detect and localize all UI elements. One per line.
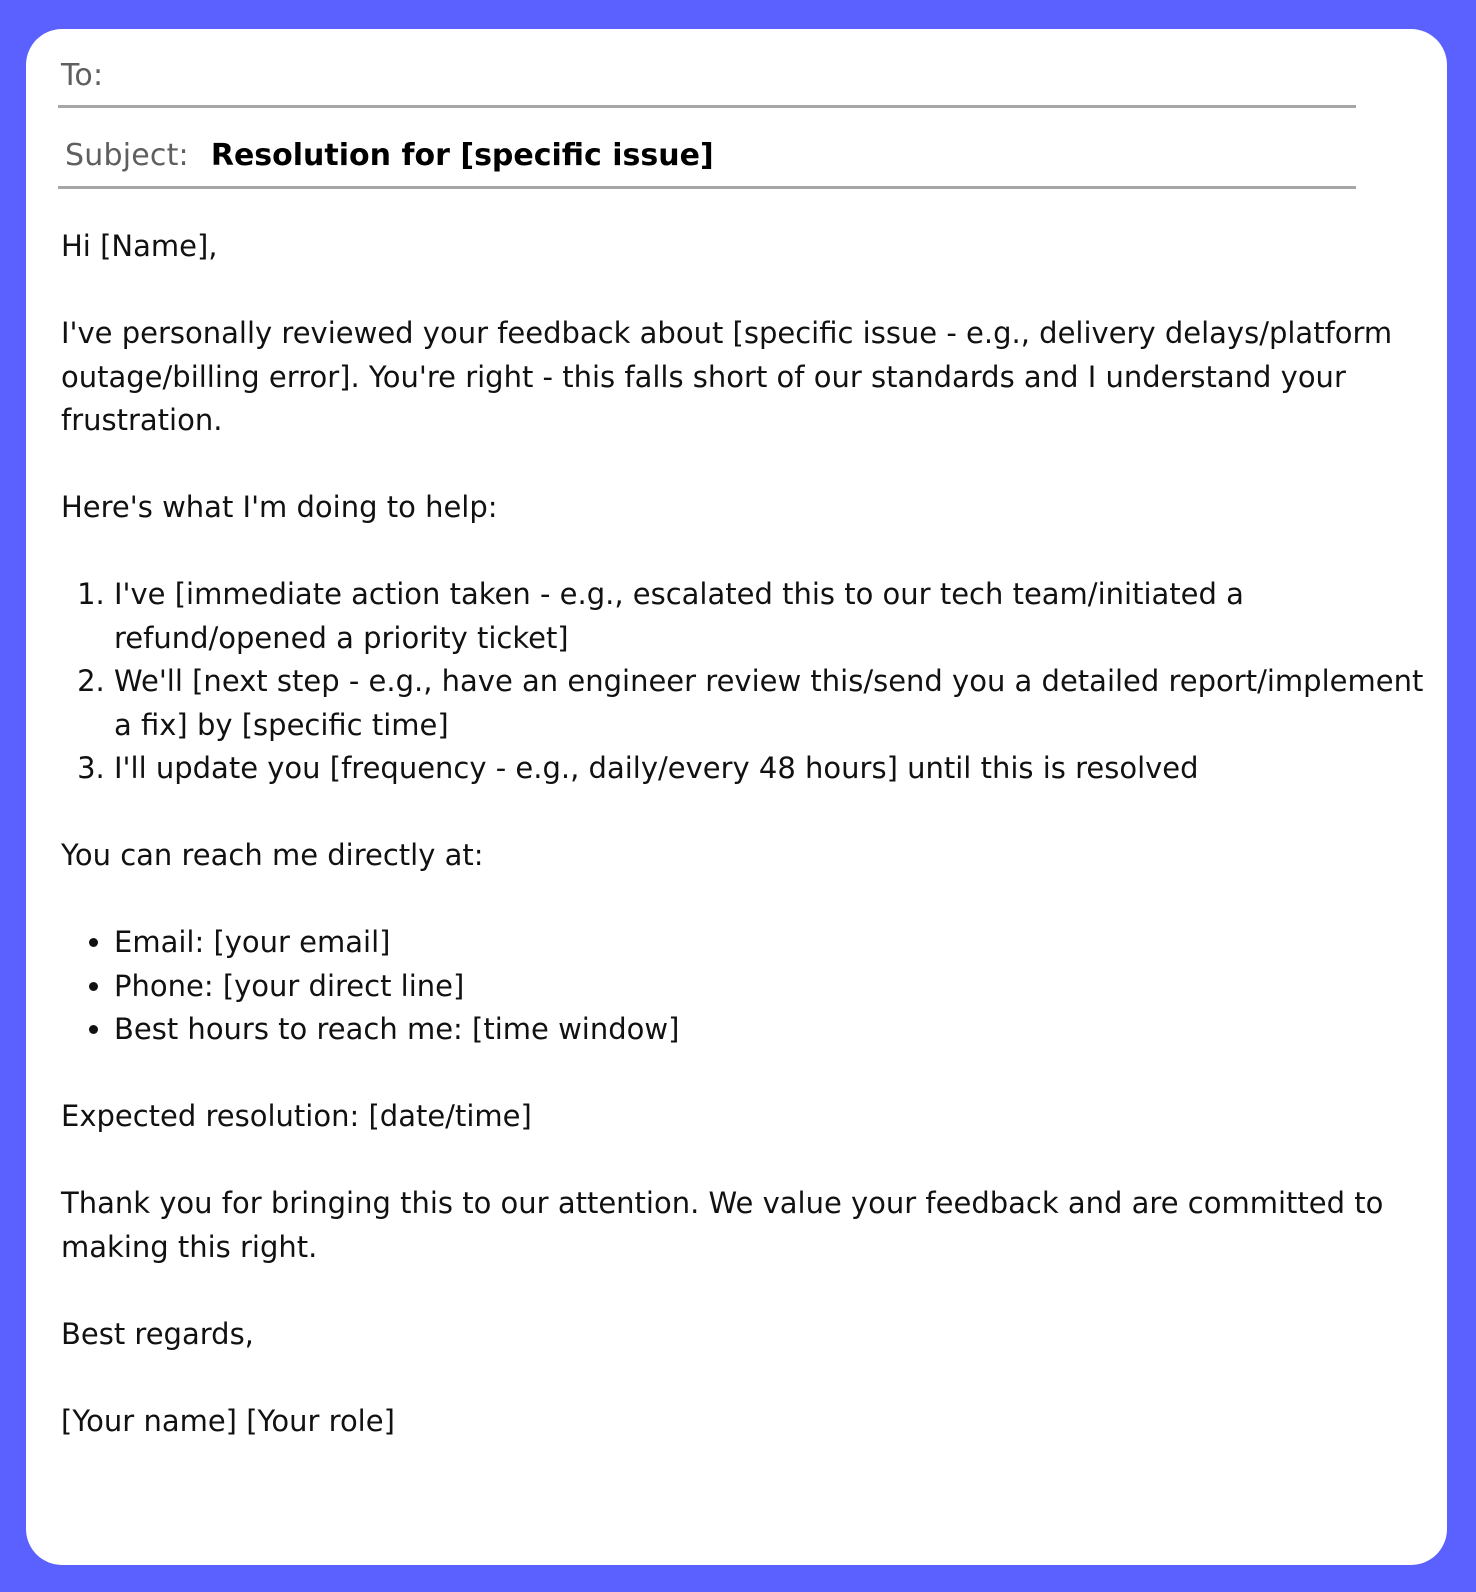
email-body[interactable] xyxy=(61,225,1431,1487)
contact-intro: You can reach me directly at: xyxy=(61,838,484,872)
thanks-paragraph: Thank you for bringing this to our attention. We value your feedback and are committed to making this right. xyxy=(61,1186,1384,1264)
to-field[interactable] xyxy=(58,45,1356,108)
opening-paragraph: I've personally reviewed your feedback about [specific issue - e.g., delivery delays/platform outage/billing error]. You're right - this falls short of our standards and I understand your frustration. xyxy=(61,316,1393,437)
list-item: 3. I'll update you [frequency - e.g., daily/every 48 hours] until this is resolved xyxy=(114,747,1431,791)
subject-label: Subject: xyxy=(65,138,189,173)
steps-list xyxy=(61,573,1431,791)
list-item: • Best hours to reach me: [time window] xyxy=(114,1008,1431,1052)
expected-resolution: Expected resolution: [date/time] xyxy=(61,1099,532,1133)
list-item: 2. We'll [next step - e.g., have an engineer review this/send you a detailed report/implement a fix] by [specific time] xyxy=(114,660,1431,747)
closing: Best regards, xyxy=(61,1316,254,1351)
signature: [Your name] [Your role] xyxy=(61,1403,395,1438)
to-label: To: xyxy=(61,57,104,93)
email-compose-card xyxy=(26,29,1447,1565)
list-item: • Email: [your email] xyxy=(114,921,1431,965)
subject-value[interactable]: Resolution for [specific issue] xyxy=(210,138,714,173)
list-item: 1. I've [immediate action taken - e.g., escalated this to our tech team/initiated a refund/opened a priority ticket] xyxy=(114,573,1431,660)
greeting: Hi [Name], xyxy=(61,229,218,263)
list-item: • Phone: [your direct line] xyxy=(114,965,1431,1009)
steps-intro: Here's what I'm doing to help: xyxy=(61,490,498,524)
subject-field[interactable] xyxy=(58,125,1356,189)
contact-list xyxy=(61,921,1431,1052)
